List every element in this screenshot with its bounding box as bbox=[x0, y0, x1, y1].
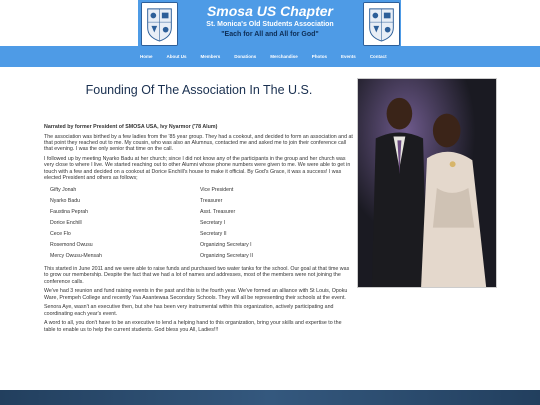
officer-role: Treasurer bbox=[200, 198, 223, 205]
article-byline: Narrated by former President of SMOSA USA, Ivy Nyarmor ('78 Alum) bbox=[44, 124, 218, 130]
paragraph: I followed up by meeting Nyarko Badu at her church; since I did not know any of the participants in the group and her church was very close to where I live. We started reaching out to other Alumni whose phone numbers were given to me. We were able to get in touch with a few and decided on a cookout at Dorice Enchill's house to make it official. By God's Grace, it was a success! I was elected President and others as follows; bbox=[44, 156, 351, 182]
nav-about-us[interactable]: About Us bbox=[166, 54, 187, 59]
officer-row bbox=[50, 185, 340, 196]
paragraph: This started in June 2011 and we were able to raise funds and purchased two water tanks for the school. Our goal at that time was to grow our membership. Despite the fact that we had a lot of names and addresses, most of the members were not joining the conference calls. bbox=[44, 265, 350, 285]
page-title: Founding Of The Association In The U.S. bbox=[85, 83, 313, 97]
officer-name: Rosemond Owusu bbox=[50, 242, 93, 249]
school-crest-right-icon bbox=[363, 2, 400, 46]
officer-name: Gifty Jonah bbox=[50, 187, 77, 194]
nav-merchandise[interactable]: Merchandise bbox=[270, 54, 298, 59]
officer-row bbox=[50, 207, 340, 218]
officer-role: Vice President bbox=[200, 187, 234, 194]
main-nav bbox=[0, 46, 540, 67]
nav-home[interactable]: Home bbox=[140, 54, 153, 59]
site-title: Smosa US Chapter bbox=[206, 3, 334, 19]
nav-members[interactable]: Members bbox=[200, 54, 221, 59]
officer-row bbox=[50, 251, 340, 262]
article-body bbox=[44, 124, 354, 336]
officer-row bbox=[50, 196, 340, 207]
nav-photos[interactable]: Photos bbox=[311, 54, 328, 59]
officer-name: Mercy Owusu-Mensah bbox=[50, 253, 102, 260]
officer-name: Faustina Peprah bbox=[50, 209, 89, 216]
nav-donations[interactable]: Donations bbox=[234, 54, 257, 59]
main-content bbox=[0, 67, 540, 390]
paragraph: A word to all, you don't have to be an executive to lend a helping hand to this organization, bring your skills and expertise to the table to enable us to help the current students. God bless you All, Ladies!!! bbox=[44, 320, 342, 333]
site-motto: "Each for All and All for God" bbox=[221, 31, 319, 38]
nav-items bbox=[140, 46, 401, 67]
officer-row bbox=[50, 229, 340, 240]
officer-name: Dorice Enchill bbox=[50, 220, 82, 227]
site-subtitle: St. Monica's Old Students Association bbox=[206, 21, 334, 28]
officers-table bbox=[50, 185, 340, 262]
officer-row bbox=[50, 240, 340, 251]
school-crest-left-icon bbox=[141, 2, 178, 46]
founders-photo bbox=[357, 78, 497, 288]
officer-role: Asst. Treasurer bbox=[200, 209, 236, 216]
officer-role: Secretary II bbox=[200, 231, 227, 238]
officer-row bbox=[50, 218, 340, 229]
paragraph: We've had 3 reunion and fund raising events in the past and this is the fourth year. We've formed an alliance with St Louis, Opoku Ware, Prempeh College and recently Yaa Asantewaa Secondary Schools. They will all be representing their schools at the event. bbox=[44, 288, 348, 301]
officer-role: Secretary I bbox=[200, 220, 226, 227]
nav-events[interactable]: Events bbox=[341, 54, 356, 59]
officer-role: Organizing Secretary I bbox=[200, 242, 252, 249]
officer-role: Organizing Secretary II bbox=[200, 253, 254, 260]
paragraph: The association was birthed by a few ladies from the '85 year group. They had a cookout, and decided to form an association and at that point they reached out to me. My cousin, who was also an Alumnus, contacted me and asked me to join their conference call that evening. I was the only senior that time on the call. bbox=[44, 133, 353, 153]
nav-contact[interactable]: Contact bbox=[369, 54, 387, 59]
officer-name: Cece Flo bbox=[50, 231, 71, 238]
site-footer bbox=[0, 390, 540, 405]
paragraph: Senora Aye, wasn't an executive then, but she has been very instrumental within this organization, actively participating and coordinating each year's event. bbox=[44, 304, 334, 317]
officer-name: Nyarko Badu bbox=[50, 198, 80, 205]
